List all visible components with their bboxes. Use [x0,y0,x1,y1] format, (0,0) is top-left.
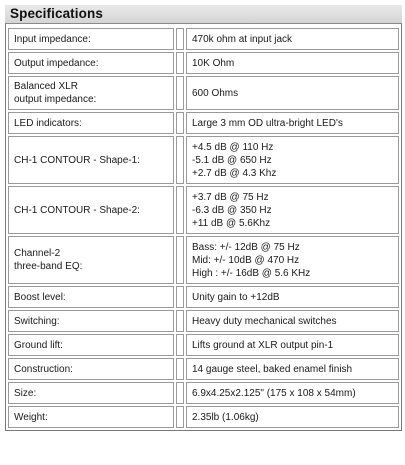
spec-label-cell [8,334,174,356]
spec-spacer-cell [176,334,184,356]
spec-value-cell [186,76,399,110]
spec-value-cell [186,52,399,74]
spec-row [8,406,399,428]
specifications-title: Specifications [5,5,402,24]
spec-row [8,310,399,332]
spec-value: Large 3 mm OD ultra-bright LED's [192,117,343,129]
specifications-table-frame [5,24,402,431]
spec-row [8,236,399,284]
spec-label-cell [8,286,174,308]
spec-spacer-cell [176,382,184,404]
spec-value: Lifts ground at XLR output pin-1 [192,339,334,351]
spec-label-cell [8,406,174,428]
spec-spacer-cell [176,310,184,332]
spec-value: Unity gain to +12dB [192,291,280,303]
spec-value-cell [186,28,399,50]
spec-spacer-cell [176,186,184,234]
spec-value-cell [186,286,399,308]
spec-spacer-cell [176,28,184,50]
spec-spacer-cell [176,52,184,74]
spec-value-cell [186,382,399,404]
spec-label: Boost level: [14,291,66,303]
spec-value: 10K Ohm [192,57,235,69]
spec-label: Construction: [14,363,73,375]
spec-row [8,382,399,404]
spec-value: 600 Ohms [192,87,239,99]
spec-value-cell [186,186,399,234]
spec-row [8,52,399,74]
spec-value: Mid: +/- 10dB @ 470 Hz [192,254,300,266]
spec-value-cell [186,236,399,284]
spec-label: Switching: [14,315,60,327]
spec-row [8,28,399,50]
spec-row [8,76,399,110]
spec-value-cell [186,358,399,380]
spec-value: 470k ohm at input jack [192,33,293,45]
spec-spacer-cell [176,76,184,110]
spec-value: +2.7 dB @ 4.3 Khz [192,167,277,179]
spec-spacer-cell [176,358,184,380]
spec-label: LED indicators: [14,117,82,129]
spec-value: -5.1 dB @ 650 Hz [192,154,272,166]
spec-value-cell [186,406,399,428]
spec-spacer-cell [176,236,184,284]
spec-value: 14 gauge steel, baked enamel finish [192,363,353,375]
spec-value: Bass: +/- 12dB @ 75 Hz [192,241,300,253]
spec-label: Weight: [14,411,48,423]
spec-value-cell [186,112,399,134]
spec-label-cell [8,52,174,74]
spec-value: -6.3 dB @ 350 Hz [192,204,272,216]
specifications-table-body [8,28,399,428]
spec-label: Channel-2 [14,248,61,259]
specifications-panel [5,5,402,431]
spec-row [8,112,399,134]
spec-label-cell [8,28,174,50]
spec-label: CH-1 CONTOUR - Shape-2: [14,204,140,216]
spec-value: +11 dB @ 5.6Khz [192,217,271,229]
spec-label: Size: [14,387,37,399]
spec-label-cell [8,358,174,380]
spec-row [8,186,399,234]
spec-label-cell [8,112,174,134]
spec-value: +4.5 dB @ 110 Hz [192,141,274,153]
spec-label: Input impedance: [14,33,91,45]
spec-row [8,286,399,308]
spec-value-cell [186,136,399,184]
spec-label-cell [8,136,174,184]
spec-value: High : +/- 16dB @ 5.6 KHz [192,267,311,279]
spec-label-cell [8,186,174,234]
spec-spacer-cell [176,286,184,308]
spec-label: output impedance: [14,94,97,105]
spec-value: +3.7 dB @ 75 Hz [192,191,269,203]
spec-label: Ground lift: [14,339,63,351]
spec-row [8,358,399,380]
spec-label-cell [8,310,174,332]
spec-spacer-cell [176,406,184,428]
spec-label-cell [8,236,174,284]
specifications-table [6,26,401,430]
spec-label-cell [8,76,174,110]
spec-label: Balanced XLR [14,81,78,92]
spec-row [8,136,399,184]
spec-label: CH-1 CONTOUR - Shape-1: [14,154,140,166]
spec-label: Output impedance: [14,57,99,69]
spec-value: 2.35lb (1.06kg) [192,411,259,423]
spec-value-cell [186,334,399,356]
spec-value: Heavy duty mechanical switches [192,315,337,327]
spec-value: 6.9x4.25x2.125" (175 x 108 x 54mm) [192,387,356,399]
spec-spacer-cell [176,112,184,134]
spec-spacer-cell [176,136,184,184]
spec-row [8,334,399,356]
spec-value-cell [186,310,399,332]
spec-label-cell [8,382,174,404]
spec-label: three-band EQ: [14,261,83,272]
